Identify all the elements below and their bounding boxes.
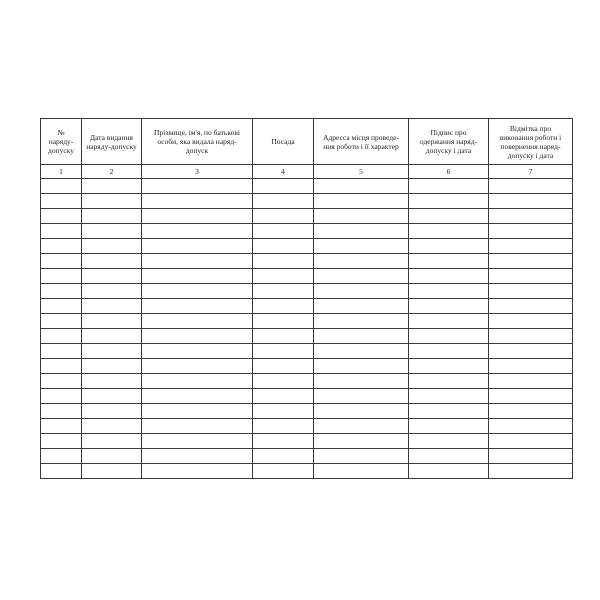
table-row — [41, 419, 573, 434]
header-permit-number: № наряду- допуску — [41, 119, 82, 165]
table-row — [41, 359, 573, 374]
table-cell — [314, 179, 409, 194]
header-receipt-signature: Підпис про одержання наряд- допуску і дата — [409, 119, 489, 165]
table-row — [41, 209, 573, 224]
table-cell — [253, 254, 314, 269]
table-cell — [82, 449, 142, 464]
table-row — [41, 314, 573, 329]
table-cell — [41, 434, 82, 449]
table-cell — [142, 269, 253, 284]
table-row — [41, 374, 573, 389]
table-cell — [489, 254, 573, 269]
table-cell — [314, 464, 409, 479]
table-cell — [41, 464, 82, 479]
work-permit-register-table — [40, 118, 573, 479]
table-cell — [82, 374, 142, 389]
table-row — [41, 269, 573, 284]
table-cell — [489, 359, 573, 374]
column-number: 3 — [142, 165, 253, 179]
table-cell — [409, 419, 489, 434]
table-cell — [409, 284, 489, 299]
table-cell — [314, 389, 409, 404]
table-cell — [253, 434, 314, 449]
table-cell — [314, 434, 409, 449]
column-number: 4 — [253, 165, 314, 179]
header-work-address: Адресса місця проведе- ння роботи і її характер — [314, 119, 409, 165]
table-cell — [253, 209, 314, 224]
table-cell — [253, 239, 314, 254]
table-cell — [142, 179, 253, 194]
table-cell — [314, 269, 409, 284]
table-cell — [41, 449, 82, 464]
table-cell — [82, 329, 142, 344]
table-cell — [82, 434, 142, 449]
table-cell — [314, 314, 409, 329]
table-cell — [41, 389, 82, 404]
table-cell — [41, 194, 82, 209]
table-cell — [142, 284, 253, 299]
table-cell — [409, 239, 489, 254]
table-cell — [41, 344, 82, 359]
table-cell — [41, 254, 82, 269]
table-cell — [409, 209, 489, 224]
table-cell — [82, 359, 142, 374]
table-cell — [314, 299, 409, 314]
header-position: Посада — [253, 119, 314, 165]
table-cell — [41, 269, 82, 284]
table-cell — [82, 269, 142, 284]
table-cell — [41, 404, 82, 419]
table-cell — [253, 419, 314, 434]
table-row — [41, 329, 573, 344]
table-cell — [409, 449, 489, 464]
header-row — [41, 119, 573, 165]
table-cell — [489, 374, 573, 389]
table-cell — [253, 404, 314, 419]
table-cell — [142, 464, 253, 479]
column-number: 2 — [82, 165, 142, 179]
table-cell — [82, 194, 142, 209]
table-cell — [41, 179, 82, 194]
table-cell — [489, 404, 573, 419]
table-cell — [409, 434, 489, 449]
table-cell — [82, 299, 142, 314]
table-cell — [253, 449, 314, 464]
table-cell — [409, 269, 489, 284]
table-cell — [489, 284, 573, 299]
table-cell — [142, 434, 253, 449]
table-cell — [253, 329, 314, 344]
table-cell — [489, 389, 573, 404]
table-row — [41, 389, 573, 404]
table-cell — [409, 389, 489, 404]
column-number: 5 — [314, 165, 409, 179]
table-cell — [409, 344, 489, 359]
table-cell — [41, 419, 82, 434]
table-cell — [253, 314, 314, 329]
table-cell — [489, 209, 573, 224]
table-cell — [489, 269, 573, 284]
table-cell — [142, 419, 253, 434]
table-cell — [142, 224, 253, 239]
table-cell — [142, 374, 253, 389]
table-cell — [41, 239, 82, 254]
table-cell — [253, 359, 314, 374]
column-number: 6 — [409, 165, 489, 179]
column-number: 1 — [41, 165, 82, 179]
table-row — [41, 299, 573, 314]
table-cell — [142, 254, 253, 269]
table-cell — [314, 329, 409, 344]
table-cell — [142, 329, 253, 344]
table-cell — [82, 209, 142, 224]
table-cell — [142, 404, 253, 419]
table-cell — [409, 224, 489, 239]
table-cell — [142, 194, 253, 209]
table-row — [41, 449, 573, 464]
table-cell — [41, 209, 82, 224]
table-cell — [409, 179, 489, 194]
table-cell — [314, 344, 409, 359]
table-row — [41, 224, 573, 239]
table-cell — [314, 224, 409, 239]
table-row — [41, 434, 573, 449]
register-body — [41, 179, 573, 479]
table-cell — [409, 404, 489, 419]
table-cell — [253, 224, 314, 239]
table-row — [41, 284, 573, 299]
table-cell — [489, 179, 573, 194]
header-issue-date: Дата видання наряду-допуску — [82, 119, 142, 165]
table-row — [41, 239, 573, 254]
table-cell — [41, 299, 82, 314]
table-cell — [489, 344, 573, 359]
table-cell — [82, 389, 142, 404]
table-cell — [82, 239, 142, 254]
table-cell — [82, 419, 142, 434]
table-cell — [253, 179, 314, 194]
table-cell — [41, 329, 82, 344]
table-cell — [253, 389, 314, 404]
table-cell — [41, 224, 82, 239]
header-issuer-name: Прізвище, ім'я, по батькові особи, яка видала наряд- допуск — [142, 119, 253, 165]
table-cell — [314, 419, 409, 434]
table-cell — [489, 314, 573, 329]
table-cell — [253, 194, 314, 209]
table-cell — [142, 209, 253, 224]
table-cell — [314, 359, 409, 374]
table-cell — [253, 464, 314, 479]
column-number-row — [41, 165, 573, 179]
table-cell — [489, 329, 573, 344]
table-cell — [409, 329, 489, 344]
table-cell — [489, 464, 573, 479]
table-cell — [409, 374, 489, 389]
header-completion-mark: Відмітка про виконання роботи і повернення наряд- допуску і дата — [489, 119, 573, 165]
table-cell — [142, 449, 253, 464]
table-cell — [142, 389, 253, 404]
table-cell — [314, 254, 409, 269]
table-row — [41, 404, 573, 419]
table-cell — [41, 374, 82, 389]
table-cell — [82, 404, 142, 419]
table-cell — [82, 314, 142, 329]
table-cell — [314, 209, 409, 224]
table-cell — [253, 284, 314, 299]
table-cell — [489, 449, 573, 464]
table-cell — [142, 344, 253, 359]
table-cell — [41, 314, 82, 329]
table-cell — [489, 299, 573, 314]
table-row — [41, 344, 573, 359]
table-cell — [82, 254, 142, 269]
table-row — [41, 254, 573, 269]
table-cell — [82, 284, 142, 299]
table-cell — [489, 419, 573, 434]
table-cell — [409, 464, 489, 479]
table-cell — [82, 224, 142, 239]
table-cell — [314, 239, 409, 254]
column-number: 7 — [489, 165, 573, 179]
table-cell — [314, 374, 409, 389]
table-cell — [314, 404, 409, 419]
table-cell — [409, 359, 489, 374]
table-row — [41, 179, 573, 194]
table-cell — [142, 359, 253, 374]
table-cell — [409, 314, 489, 329]
table-cell — [142, 299, 253, 314]
table-cell — [314, 194, 409, 209]
table-cell — [82, 464, 142, 479]
table-cell — [82, 179, 142, 194]
table-cell — [253, 299, 314, 314]
table-cell — [82, 344, 142, 359]
table-row — [41, 464, 573, 479]
table-cell — [142, 314, 253, 329]
table-cell — [253, 269, 314, 284]
table-cell — [489, 434, 573, 449]
table-cell — [253, 344, 314, 359]
table-cell — [314, 449, 409, 464]
table-cell — [41, 359, 82, 374]
table-row — [41, 194, 573, 209]
table-cell — [253, 374, 314, 389]
table-cell — [314, 284, 409, 299]
table-cell — [409, 194, 489, 209]
table-cell — [489, 239, 573, 254]
table-cell — [142, 239, 253, 254]
table-cell — [41, 284, 82, 299]
table-cell — [489, 224, 573, 239]
table-cell — [409, 299, 489, 314]
table-cell — [409, 254, 489, 269]
table-cell — [489, 194, 573, 209]
